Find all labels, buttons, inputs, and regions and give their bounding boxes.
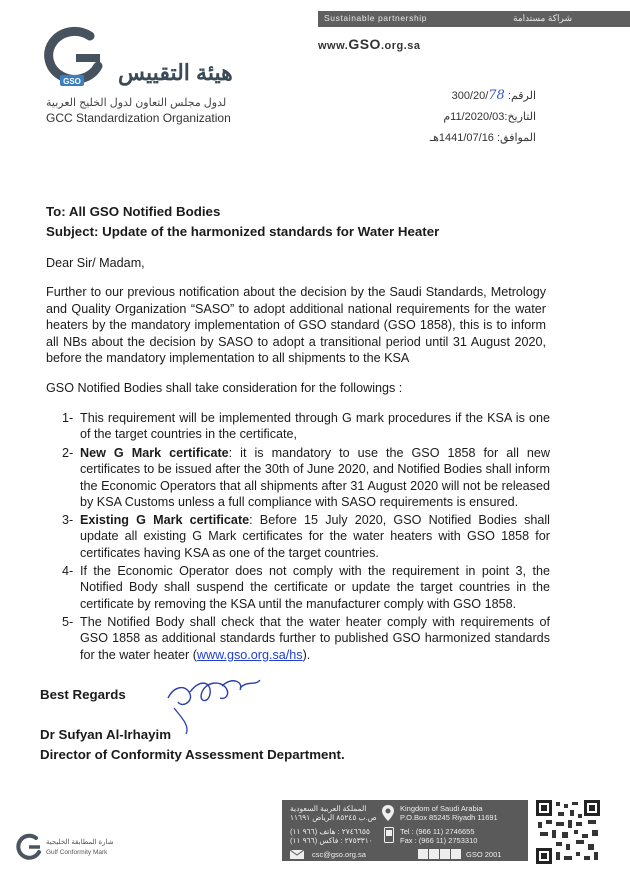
harmonized-standards-link[interactable]: www.gso.org.sa/hs — [196, 647, 303, 662]
address-ar-line1: المملكة العربية السعودية — [290, 804, 367, 813]
letter-recipient: To: All GSO Notified Bodies — [46, 204, 221, 219]
gso-logo-icon — [40, 26, 112, 88]
address-en-line2: P.O.Box 85245 Riyadh 11691 — [400, 813, 498, 822]
email-address[interactable]: csc@gso.org.sa — [312, 850, 366, 859]
reference-number: الرقم: 300/20/78 — [451, 88, 536, 103]
reference-date: التاريخ:11/2020/03م — [443, 111, 536, 123]
letter-subject: Subject: Update of the harmonized standards for Water Heater — [46, 224, 440, 239]
gulf-mark-label-en: Gulf Conformity Mark — [46, 849, 108, 856]
signer-title: Director of Conformity Assessment Department. — [40, 747, 345, 762]
reference-hijri-date: الموافق: 1441/07/16هـ — [429, 132, 536, 144]
phone-ar: (٩٦٦ ١١) ٢٧٤٦٦٥٥ : هاتف — [290, 827, 370, 836]
email-icon — [290, 850, 304, 859]
fax-en: Fax : (966 11) 2753310 — [400, 836, 478, 845]
website-address: www.GSO.org.sa — [318, 36, 421, 52]
letter-salutation: Dear Sir/ Madam, — [46, 256, 145, 270]
phone-en: Tel : (966 11) 2746655 — [400, 827, 475, 836]
phone-icon — [384, 827, 394, 843]
social-handle: GSO 2001 — [466, 850, 502, 859]
signer-name: Dr Sufyan Al-Irhayim — [40, 727, 172, 742]
social-media-icon — [418, 849, 462, 859]
handwritten-ref-number: 78 — [488, 88, 505, 103]
contact-footer — [282, 800, 528, 861]
handwritten-signature — [160, 668, 270, 738]
list-item: 2- New G Mark certificate: it is mandatory to use the GSO 1858 for all new certificates to be issued after the 30th of June 2020, and Notified Bodies shall inform the Economic Operators that all shipments after 31 August 2020 will not be released by KSA Customs unless a full compliance with SASO requirements is ensured. — [62, 446, 550, 509]
org-subtitle-ar: لدول مجلس التعاون لدول الخليج العربية — [46, 97, 227, 109]
letter-paragraph: Further to our previous notification about the decision by the Saudi Standards, Metrology and Quality Organization “SASO” to adopt additional national requirements for the water heaters by the mandatory implementation of GSO standard (GSO 1858), this is to inform all NBs about the decision by SASO to adopt a transitional period until 31 August 2020, before the mandatory implementation to all shipments to the KSA — [46, 285, 546, 365]
banner-slogan-en: Sustainable partnership — [324, 13, 428, 23]
list-item: 3- Existing G Mark certificate: Before 15 July 2020, GSO Notified Bodies shall update all existing G Mark certificates for the water heaters with GSO 1858 for certificates having KSA as one of the target countries. — [62, 513, 550, 560]
top-banner — [318, 11, 630, 27]
list-item: 1- This requirement will be implemented through G mark procedures if the KSA is one of the target countries in the certificate, — [62, 411, 550, 442]
list-item: 5- The Notified Body shall check that the water heater comply with requirements of GSO 1858 as additional standards further to published GSO harmonized standards for the water heater (www.gso.org.sa/hs). — [62, 615, 550, 662]
address-en-line1: Kingdom of Saudi Arabia — [400, 804, 483, 813]
fax-ar: (٩٦٦ ١١) ٢٧٥٣٣١٠ : فاكس — [290, 836, 373, 845]
letter-intro: GSO Notified Bodies shall take consideration for the followings : — [46, 381, 403, 395]
list-item: 4- If the Economic Operator does not comply with the requirement in point 3, the Notified Body shall suspend the certificate or update the target countries in the certificate by removing the KSA until the manufacturer comply with GSO 1858. — [62, 564, 550, 611]
social-icons — [418, 849, 462, 861]
org-name-ar: هيئة التقييس — [118, 60, 233, 85]
address-ar-line2: ص.ب ٨٥٢٤٥ الرياض ١١٦٩١ — [290, 813, 377, 822]
gulf-conformity-mark-icon — [14, 832, 44, 860]
banner-slogan-ar: شراكة مستدامة — [512, 13, 572, 23]
qr-code-icon — [536, 800, 600, 864]
location-pin-icon — [382, 805, 394, 821]
closing-text: Best Regards — [40, 687, 126, 702]
gulf-mark-label-ar: شارة المطابقة الخليجية — [46, 839, 114, 846]
logo-text: GSO — [63, 77, 81, 86]
org-name-en: GCC Standardization Organization — [46, 111, 231, 125]
